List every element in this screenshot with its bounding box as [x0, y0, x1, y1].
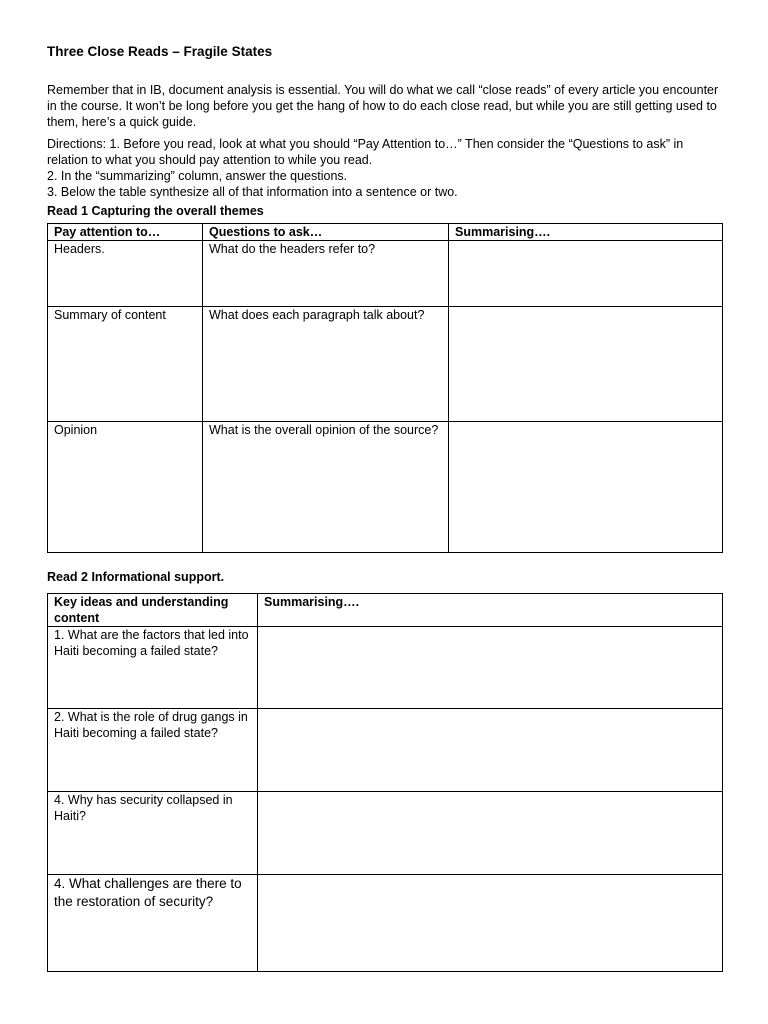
table-header-row — [48, 594, 723, 627]
table-row — [48, 422, 723, 553]
column-header-summary: Summarising…. — [449, 224, 723, 241]
question-cell: What is the overall opinion of the source? — [203, 422, 449, 553]
read1-heading: Read 1 Capturing the overall themes — [47, 204, 264, 218]
column-header-questions: Questions to ask… — [203, 224, 449, 241]
table-row — [48, 875, 723, 972]
page-title: Three Close Reads – Fragile States — [47, 44, 273, 59]
summary-cell[interactable] — [258, 875, 723, 972]
table-row — [48, 709, 723, 792]
question-cell: What does each paragraph talk about? — [203, 307, 449, 422]
summary-cell[interactable] — [258, 792, 723, 875]
read2-table — [47, 593, 723, 972]
key-idea-cell: 4. What challenges are there to the restoration of security? — [48, 875, 258, 972]
intro-paragraph: Remember that in IB, document analysis is essential. You will do what we call “close reads” of every article you encounter in the course. It won’t be long before you get the hang of how to do each close read, but while you are still getting used to them, here’s a quick guide. — [47, 83, 719, 129]
key-idea-cell: 2. What is the role of drug gangs in Haiti becoming a failed state? — [48, 709, 258, 792]
question-cell: What do the headers refer to? — [203, 241, 449, 307]
column-header-key-ideas: Key ideas and understanding content — [48, 594, 258, 627]
summary-cell[interactable] — [258, 627, 723, 709]
table-row — [48, 241, 723, 307]
column-header-summary: Summarising…. — [258, 594, 723, 627]
directions-step-3: 3. Below the table synthesize all of that information into a sentence or two. — [47, 185, 458, 199]
directions-step-2: 2. In the “summarizing” column, answer the questions. — [47, 169, 348, 183]
table-row — [48, 792, 723, 875]
attention-cell: Opinion — [48, 422, 203, 553]
read1-table — [47, 223, 723, 553]
directions — [47, 136, 722, 200]
table-row — [48, 307, 723, 422]
worksheet-page — [47, 44, 722, 972]
summary-cell[interactable] — [258, 709, 723, 792]
key-idea-cell: 1. What are the factors that led into Haiti becoming a failed state? — [48, 627, 258, 709]
key-idea-cell: 4. Why has security collapsed in Haiti? — [48, 792, 258, 875]
attention-cell: Headers. — [48, 241, 203, 307]
column-header-attention: Pay attention to… — [48, 224, 203, 241]
summary-cell[interactable] — [449, 241, 723, 307]
table-header-row — [48, 224, 723, 241]
directions-step-1: Directions: 1. Before you read, look at what you should “Pay Attention to…” Then consider the “Questions to ask” in relation to what you should pay attention to while you read. — [47, 137, 684, 167]
summary-cell[interactable] — [449, 422, 723, 553]
read2-heading: Read 2 Informational support. — [47, 570, 225, 584]
summary-cell[interactable] — [449, 307, 723, 422]
table-row — [48, 627, 723, 709]
attention-cell: Summary of content — [48, 307, 203, 422]
